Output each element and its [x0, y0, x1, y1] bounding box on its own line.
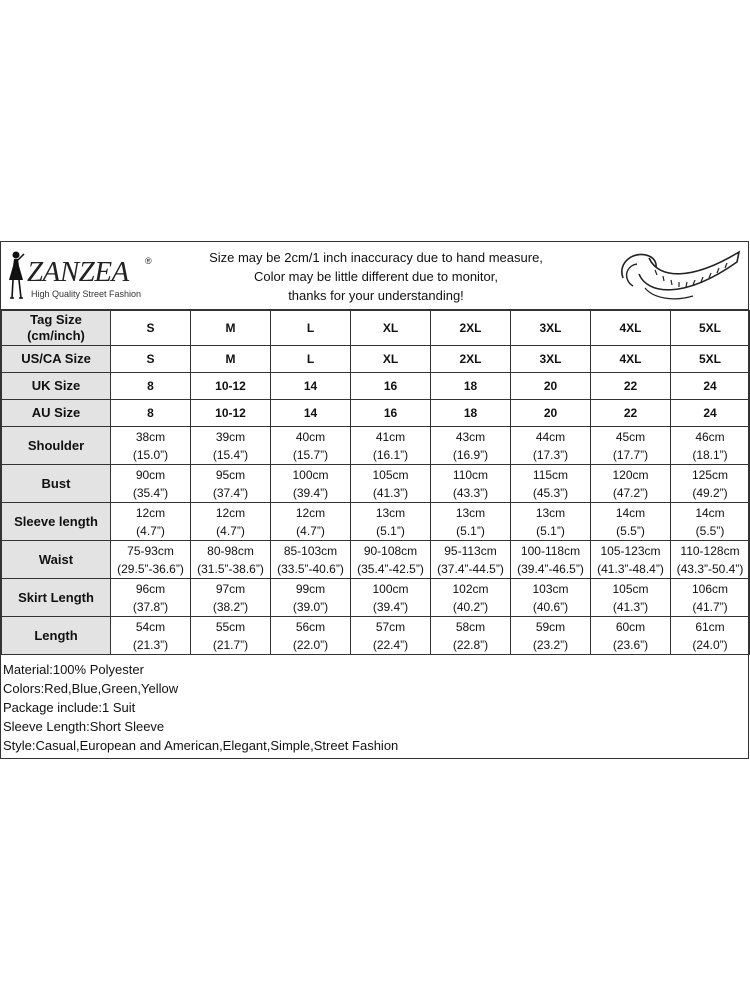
size-header-cell: S	[111, 311, 191, 346]
cm-value: 55cm	[215, 619, 246, 634]
cm-value: 125cm	[691, 467, 729, 482]
inch-value: (4.7”)	[216, 523, 245, 538]
brand-tagline: High Quality Street Fashion	[31, 289, 142, 299]
size-header-cell: M	[191, 311, 271, 346]
chart-header	[1, 242, 748, 310]
cm-value: 45cm	[615, 429, 646, 444]
table-cell: 5XL	[671, 346, 750, 373]
table-row	[2, 541, 750, 579]
inch-value: (17.7”)	[612, 447, 649, 462]
table-cell	[111, 617, 191, 655]
cm-value: 103cm	[532, 581, 569, 596]
inch-value: (5.1”)	[456, 523, 485, 538]
table-cell	[111, 427, 191, 465]
table-cell	[671, 617, 750, 655]
size-header-cell: XL	[351, 311, 431, 346]
table-row	[2, 311, 750, 346]
table-cell	[431, 579, 511, 617]
table-cell: 10-12	[191, 400, 271, 427]
table-cell	[351, 541, 431, 579]
cm-value: 12cm	[135, 505, 166, 520]
cm-value: 106cm	[691, 581, 729, 596]
registered-mark: ®	[145, 256, 152, 266]
product-details	[3, 660, 398, 755]
table-cell: L	[271, 346, 351, 373]
inch-value: (41.3”-48.4”)	[597, 561, 664, 576]
notice-line: Color may be little different due to monitor,	[254, 269, 498, 284]
cm-value: 39cm	[215, 429, 246, 444]
inch-value: (45.3”)	[532, 485, 569, 500]
table-cell	[191, 617, 271, 655]
table-cell	[511, 503, 591, 541]
cm-value: 100cm	[292, 467, 329, 482]
inch-value: (37.8”)	[132, 599, 169, 614]
table-cell	[511, 617, 591, 655]
inch-value: (17.3”)	[532, 447, 569, 462]
table-row	[2, 427, 750, 465]
cm-value: 120cm	[612, 467, 649, 482]
inch-value: (35.4”)	[132, 485, 169, 500]
table-cell: 22	[591, 400, 671, 427]
inch-value: (41.3”)	[612, 599, 649, 614]
cm-value: 58cm	[455, 619, 486, 634]
table-cell: 2XL	[431, 346, 511, 373]
cm-value: 13cm	[535, 505, 566, 520]
brand-name: ZANZEA	[27, 256, 129, 288]
cm-value: 41cm	[375, 429, 406, 444]
cm-value: 56cm	[295, 619, 326, 634]
size-header-cell: L	[271, 311, 351, 346]
size-chart	[0, 241, 749, 759]
table-cell: 20	[511, 373, 591, 400]
inch-value: (23.2”)	[532, 637, 569, 652]
inch-value: (37.4”-44.5”)	[437, 561, 504, 576]
cm-value: 102cm	[452, 581, 489, 596]
table-cell	[271, 503, 351, 541]
size-header-cell: 3XL	[511, 311, 591, 346]
detail-line: Colors:Red,Blue,Green,Yellow	[3, 681, 179, 696]
row-label-tag-size: Tag Size (cm/inch)	[2, 311, 111, 346]
inch-value: (23.6”)	[612, 637, 649, 652]
inch-value: (16.1”)	[372, 447, 409, 462]
table-cell	[271, 541, 351, 579]
cm-value: 46cm	[695, 429, 725, 444]
row-label: US/CA Size	[2, 346, 111, 373]
table-cell	[671, 579, 750, 617]
cm-value: 40cm	[295, 429, 326, 444]
table-row	[2, 400, 750, 427]
inch-value: (29.5”-36.6”)	[117, 561, 184, 576]
table-cell: 22	[591, 373, 671, 400]
inch-value: (5.1”)	[536, 523, 565, 538]
table-cell	[111, 579, 191, 617]
inch-value: (38.2”)	[212, 599, 249, 614]
cm-value: 85-103cm	[283, 543, 338, 558]
cm-value: 97cm	[215, 581, 246, 596]
table-cell	[191, 579, 271, 617]
table-cell	[671, 503, 750, 541]
table-cell	[111, 465, 191, 503]
row-label: Sleeve length	[2, 503, 111, 541]
cm-value: 99cm	[295, 581, 326, 596]
table-cell: 10-12	[191, 373, 271, 400]
table-cell: 16	[351, 400, 431, 427]
cm-value: 100-118cm	[520, 543, 581, 558]
woman-silhouette-icon	[5, 250, 27, 302]
cm-value: 75-93cm	[127, 543, 174, 558]
table-cell: 24	[671, 373, 750, 400]
inch-value: (49.2”)	[692, 485, 728, 500]
cm-value: 95cm	[215, 467, 246, 482]
brand-logo	[5, 246, 155, 306]
cm-value: 12cm	[295, 505, 326, 520]
table-cell	[671, 465, 750, 503]
size-header-cell: 5XL	[671, 311, 750, 346]
cm-value: 90cm	[135, 467, 166, 482]
cm-value: 110cm	[452, 467, 489, 482]
inch-value: (41.3”)	[372, 485, 409, 500]
cm-value: 95-113cm	[444, 543, 497, 558]
row-label: Skirt Length	[2, 579, 111, 617]
cm-value: 12cm	[215, 505, 246, 520]
cm-value: 44cm	[535, 429, 566, 444]
inch-value: (18.1”)	[692, 447, 728, 462]
inch-value: (4.7”)	[136, 523, 165, 538]
inch-value: (21.7”)	[212, 637, 249, 652]
inch-value: (15.4”)	[212, 447, 249, 462]
table-cell	[271, 427, 351, 465]
cm-value: 90-108cm	[363, 543, 418, 558]
inch-value: (21.3”)	[132, 637, 169, 652]
table-cell	[591, 503, 671, 541]
size-table	[1, 310, 750, 655]
table-cell	[591, 617, 671, 655]
inch-value: (22.4”)	[372, 637, 409, 652]
cm-value: 105-123cm	[600, 543, 661, 558]
row-label: Waist	[2, 541, 111, 579]
inch-value: (37.4”)	[212, 485, 249, 500]
cm-value: 61cm	[695, 619, 725, 634]
row-label: Bust	[2, 465, 111, 503]
cm-value: 14cm	[615, 505, 646, 520]
row-label: AU Size	[2, 400, 111, 427]
table-cell	[511, 427, 591, 465]
inch-value: (31.5”-38.6”)	[197, 561, 264, 576]
table-cell	[431, 617, 511, 655]
row-label: Shoulder	[2, 427, 111, 465]
inch-value: (41.7”)	[692, 599, 728, 614]
inch-value: (5.5”)	[616, 523, 645, 538]
table-cell: 8	[111, 400, 191, 427]
notice-line: thanks for your understanding!	[288, 288, 464, 303]
inch-value: (4.7”)	[296, 523, 325, 538]
table-cell: S	[111, 346, 191, 373]
table-cell	[591, 427, 671, 465]
table-cell	[591, 579, 671, 617]
size-notice	[161, 248, 591, 305]
inch-value: (16.9”)	[452, 447, 489, 462]
table-cell	[431, 541, 511, 579]
detail-line: Style:Casual,European and American,Elegant,Simple,Street Fashion	[3, 738, 399, 753]
table-cell: 4XL	[591, 346, 671, 373]
inch-value: (39.4”-46.5”)	[517, 561, 584, 576]
inch-value: (39.4”)	[372, 599, 409, 614]
table-cell	[191, 465, 271, 503]
inch-value: (35.4”-42.5”)	[357, 561, 424, 576]
cm-value: 105cm	[612, 581, 649, 596]
inch-value: (43.3”)	[452, 485, 489, 500]
table-cell	[511, 579, 591, 617]
cm-value: 38cm	[135, 429, 166, 444]
cm-value: 13cm	[375, 505, 406, 520]
table-row	[2, 373, 750, 400]
table-row	[2, 617, 750, 655]
cm-value: 100cm	[372, 581, 409, 596]
inch-value: (24.0”)	[692, 637, 728, 652]
cm-value: 14cm	[695, 505, 725, 520]
table-cell: 18	[431, 373, 511, 400]
cm-value: 43cm	[455, 429, 486, 444]
table-cell	[191, 541, 271, 579]
table-cell	[431, 427, 511, 465]
inch-value: (15.0”)	[132, 447, 169, 462]
detail-line: Package include:1 Suit	[3, 700, 136, 715]
size-header-cell: 2XL	[431, 311, 511, 346]
table-cell	[191, 503, 271, 541]
cm-value: 13cm	[455, 505, 486, 520]
inch-value: (22.0”)	[292, 637, 329, 652]
table-cell	[111, 541, 191, 579]
measuring-tape-icon	[613, 244, 743, 306]
table-cell	[111, 503, 191, 541]
table-cell	[191, 427, 271, 465]
inch-value: (22.8”)	[452, 637, 489, 652]
table-cell: 20	[511, 400, 591, 427]
table-cell	[271, 617, 351, 655]
inch-value: (40.6”)	[532, 599, 569, 614]
table-row	[2, 465, 750, 503]
detail-line: Sleeve Length:Short Sleeve	[3, 719, 165, 734]
detail-line: Material:100% Polyester	[3, 662, 144, 677]
table-cell: 3XL	[511, 346, 591, 373]
table-cell: 16	[351, 373, 431, 400]
notice-line: Size may be 2cm/1 inch inaccuracy due to hand measure,	[209, 250, 543, 265]
cm-value: 110-128cm	[680, 543, 740, 558]
inch-value: (5.1”)	[376, 523, 405, 538]
cm-value: 57cm	[375, 619, 406, 634]
table-cell: M	[191, 346, 271, 373]
table-cell	[591, 541, 671, 579]
inch-value: (39.4”)	[292, 485, 329, 500]
inch-value: (40.2”)	[452, 599, 489, 614]
table-cell	[511, 541, 591, 579]
table-cell	[671, 427, 750, 465]
table-cell: 8	[111, 373, 191, 400]
table-cell: 24	[671, 400, 750, 427]
inch-value: (15.7”)	[292, 447, 329, 462]
cm-value: 54cm	[135, 619, 166, 634]
row-label: UK Size	[2, 373, 111, 400]
table-cell	[351, 617, 431, 655]
cm-value: 60cm	[615, 619, 646, 634]
table-row	[2, 579, 750, 617]
inch-value: (47.2”)	[612, 485, 649, 500]
table-cell: 14	[271, 373, 351, 400]
table-cell	[431, 465, 511, 503]
table-cell	[511, 465, 591, 503]
table-cell: 14	[271, 400, 351, 427]
cm-value: 80-98cm	[207, 543, 254, 558]
row-label: Length	[2, 617, 111, 655]
table-cell	[351, 427, 431, 465]
size-header-cell: 4XL	[591, 311, 671, 346]
table-cell	[351, 465, 431, 503]
cm-value: 59cm	[535, 619, 566, 634]
table-cell	[351, 503, 431, 541]
table-cell	[271, 579, 351, 617]
cm-value: 105cm	[372, 467, 409, 482]
inch-value: (39.0”)	[292, 599, 329, 614]
inch-value: (5.5”)	[695, 523, 725, 538]
inch-value: (33.5”-40.6”)	[277, 561, 344, 576]
table-cell	[671, 541, 750, 579]
cm-value: 115cm	[532, 467, 569, 482]
table-cell	[271, 465, 351, 503]
table-cell: 18	[431, 400, 511, 427]
inch-value: (43.3”-50.4”)	[676, 561, 744, 576]
table-cell	[351, 579, 431, 617]
table-row	[2, 503, 750, 541]
table-cell	[431, 503, 511, 541]
table-cell: XL	[351, 346, 431, 373]
table-row	[2, 346, 750, 373]
cm-value: 96cm	[135, 581, 166, 596]
table-cell	[591, 465, 671, 503]
